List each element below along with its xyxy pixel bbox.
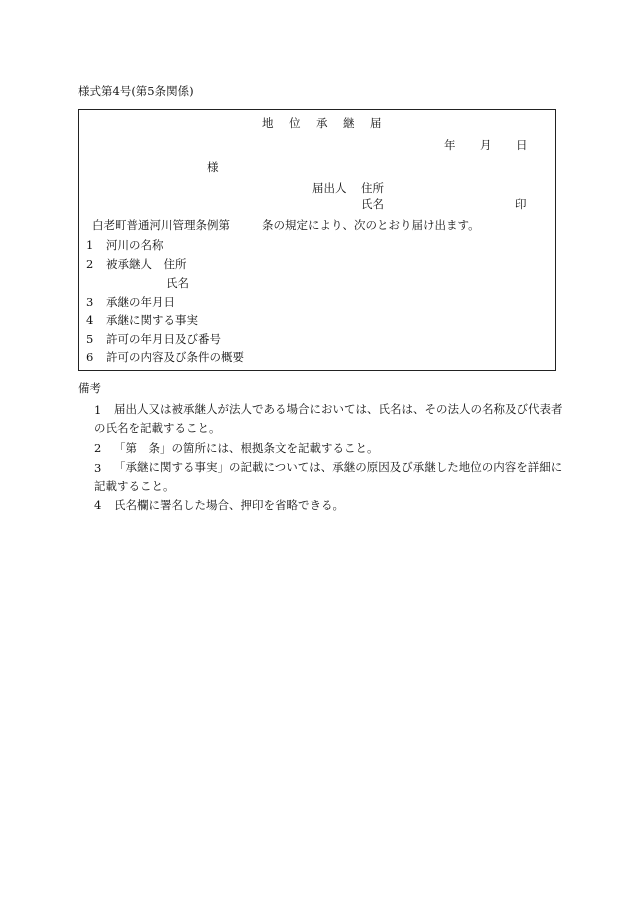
note-number: 4 bbox=[94, 498, 102, 512]
remarks-heading: 備考 bbox=[78, 381, 101, 395]
item-number: 6 bbox=[86, 350, 94, 364]
note-text: 届出人又は被承継人が法人である場合においては、氏名は、その法人の名称及び代表者の氏名を記載すること。 bbox=[94, 402, 563, 435]
seal-mark: 印 bbox=[515, 197, 527, 211]
statement-part-2: 条の規定により、次のとおり届け出ます。 bbox=[262, 218, 480, 232]
item-number: 1 bbox=[86, 238, 94, 252]
statement-part-1: 白老町普通河川管理条例第 bbox=[92, 218, 230, 232]
date-day: 日 bbox=[516, 138, 528, 152]
item-number: 2 bbox=[86, 257, 94, 271]
item-number: 5 bbox=[86, 332, 94, 346]
form-title: 地 位 承 継 届 bbox=[262, 116, 384, 130]
notifier-label: 届出人 bbox=[312, 181, 347, 195]
date-month: 月 bbox=[480, 138, 492, 152]
item-text: 被承継人 住所 bbox=[106, 257, 187, 271]
date-year: 年 bbox=[444, 138, 456, 152]
item-number: 3 bbox=[86, 295, 94, 309]
item-text: 河川の名称 bbox=[106, 238, 164, 252]
item-text: 承継の年月日 bbox=[106, 295, 175, 309]
note-text: 氏名欄に署名した場合、押印を省略できる。 bbox=[114, 498, 344, 512]
note-number: 3 bbox=[94, 461, 102, 475]
item-number: 4 bbox=[86, 313, 94, 327]
note-number: 2 bbox=[94, 441, 102, 455]
item-text: 許可の内容及び条件の概要 bbox=[106, 350, 244, 364]
form-number: 様式第4号(第5条関係) bbox=[78, 84, 194, 98]
note-text: 「第 条」の箇所には、根拠条文を記載すること。 bbox=[114, 441, 379, 455]
item-text: 氏名 bbox=[166, 276, 189, 290]
note-number: 1 bbox=[94, 403, 102, 417]
item-text: 承継に関する事実 bbox=[106, 313, 198, 327]
notifier-address-label: 住所 bbox=[361, 181, 384, 195]
addressee-suffix: 様 bbox=[207, 160, 219, 174]
item-text: 許可の年月日及び番号 bbox=[106, 332, 221, 346]
note-text: 「承継に関する事実」の記載については、承継の原因及び承継した地位の内容を詳細に記載すること。 bbox=[94, 460, 563, 493]
notifier-name-label: 氏名 bbox=[361, 197, 384, 211]
